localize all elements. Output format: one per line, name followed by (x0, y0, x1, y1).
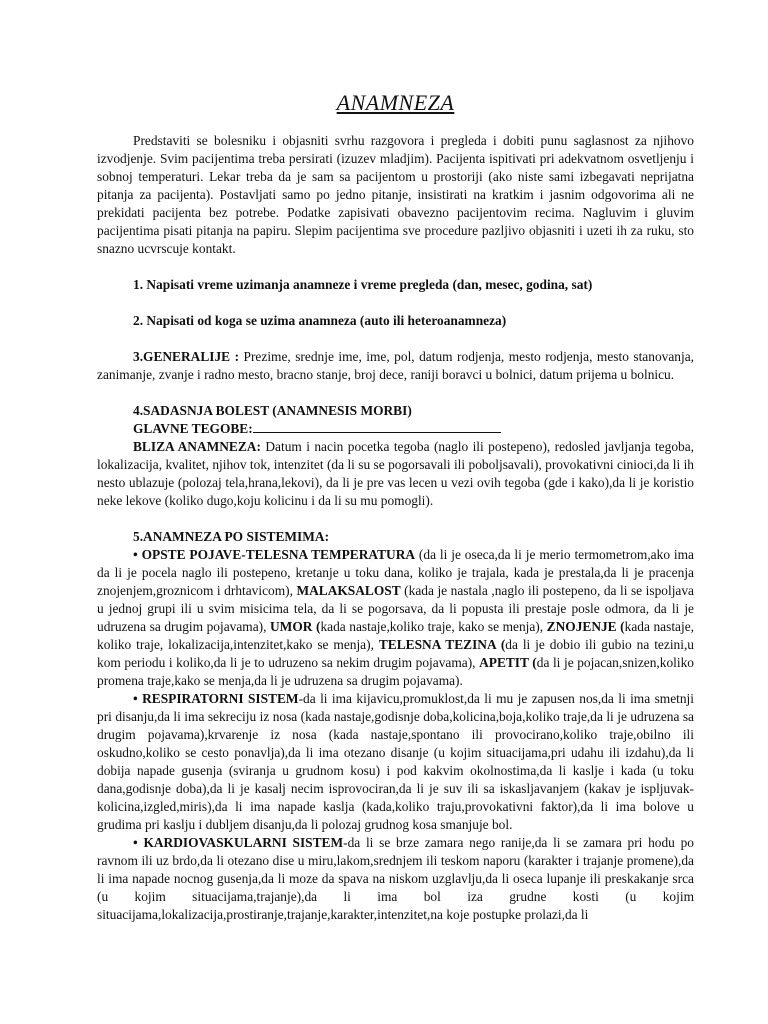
bullet-glyph: • (133, 547, 138, 562)
fill-in-line (253, 420, 501, 433)
document-body (97, 88, 694, 924)
item-1: 1. Napisati vreme uzimanja anamneze i vreme pregleda (dan, mesec, godina, sat) (133, 277, 593, 292)
telesna-tezina-text: da li je dobio ili gubio na tezini,u kom periodu i koliko,da li je to udruzeno sa nekim drugim pojavama), (97, 637, 694, 670)
telesna-tezina-label: TELESNA TEZINA ( (378, 637, 506, 652)
apetit-text: da li je pojacan,snizen,koliko promena traje,kako se menja,da li je udruzena sa drugim pojavama). (97, 655, 694, 688)
bliza-anamneza-label: BLIZA ANAMNEZA: (133, 439, 261, 454)
umor-text: kada nastaje,koliko traje, kako se menja), (320, 619, 547, 634)
kardiovaskularni-label: KARDIOVASKULARNI SISTEM (143, 835, 344, 850)
intro-paragraph: Predstaviti se bolesniku i objasniti svrhu razgovora i pregleda i dobiti punu saglasnost za njihovo izvodjenje. Svim pacijentima treba persirati (izuzev mladjim). Pacijenta ispitivati pri adekvatnom osvetljenju i sobnoj temperaturi. Lekar treba da je sam sa pacijentom u prostoriji (ako niste sami izbegavati neprijatna pitanja za pacijenta). Postavljati samo po jedno pitanje, insistirati na kratkim i jasnim odgovorima ali ne prekidati pacijenta bez potrebe. Podatke zapisivati obavezno pacijentovim recima. Nagluvim i gluvim pacijentima pisati pitanja na papiru. Slepim pacijentima sve procedure pazljivo objasniti i uzeti ih za ruku, sto snazno ucvrscuje kontakt. (97, 133, 694, 256)
malaksalost-text: (kada je nastala ,naglo ili postepeno, da li se ispoljava u jednoj grupi ili u svim misicima tela, da li se pogorsava, da li popusta ili prestaje posle odmora, da li je udruzena sa drugim pojavama), (97, 583, 694, 634)
znojenje-text: kada nastaje, koliko traje, lokalizacija,intenzitet,kako se menja), (97, 619, 695, 652)
kardiovaskularni-text: -da li se brze zamara nego ranije,da li se zamara pri hodu po ravnom ili uz brdo,da li otezano dise u miru,lakom,srednjem ili teskom naporu (karakter i trajanje promene),da li ima napade nocnog gusenja,da li moze da spava na niskom uzglavlju,da li oseca lupanje ili preskakanje srca (u kojim situacijama,trajanje),da li ima bol iza grudne kosti (u kojim situacijama,lokalizacija,prostiranje,trajanje,karakter,intenzitet,na koje postupke prolazi,da li (97, 835, 694, 922)
respiratorni-text: -da li ima kijavicu,promuklost,da li mu je zapusen nos,da li ima smetnji pri disanju,da li ima sekreciju iz nosa (kada nastaje,godisnje doba,kolicina,boja,koliko traje,da li je udruzena sa drugim pojavama),krvarenje iz nosa (kada nastaje,spontano ili provocirano,koliko traje,obilno ili oskudno,koliko se cesto ponavlja),da li ima otezano disanje (u kojim situacijama,pri udahu ili izdahu),da li dobija napade gusenja (sviranja u grudnom kosu) i pod kakvim okolnostima,da li kaslje i kada (u toku dana,godisnje doba),da li je kasalj necim isprovociran,da li je suv ili sa iskasljavanjem (kakav je ispljuvak-kolicina,izgled,miris),da li ima napade kaslja (kada,koliko traju,provokativni faktor),da li ima bolove u grudima pri kaslju i dubljem disanju,da li polozaj grudnog kosa smanjuje bol. (97, 691, 694, 832)
generalije-text: Prezime, srednje ime, ime, pol, datum rodjenja, mesto rodjenja, mesto stanovanja, zanimanje, zvanje i radno mesto, bracno stanje, broj dece, raniji boravci u bolnici, datum prijema u bolnicu. (97, 349, 694, 382)
bullet-glyph: • (133, 691, 138, 706)
sistemi-heading: 5.ANAMNEZA PO SISTEMIMA: (133, 529, 330, 544)
generalije-heading: 3.GENERALIJE : (133, 349, 240, 364)
opste-label: OPSTE POJAVE-TELESNA TEMPERATURA (141, 547, 416, 562)
apetit-label: APETIT ( (479, 655, 537, 670)
glavne-tegobe-line (97, 420, 694, 438)
bliza-anamneza-paragraph (97, 438, 694, 510)
item-3 (97, 348, 694, 384)
document-title: ANAMNEZA (336, 90, 455, 115)
opste-pojave-paragraph (97, 546, 694, 690)
umor-label: UMOR ( (270, 619, 321, 634)
bullet-glyph: • (133, 835, 138, 850)
kardiovaskularni-paragraph (97, 834, 694, 924)
znojenje-label: ZNOJENJE ( (546, 619, 625, 634)
respiratorni-paragraph (97, 690, 694, 834)
glavne-tegobe-label: GLAVNE TEGOBE: (133, 421, 253, 436)
sadasnja-bolest-heading: 4.SADASNJA BOLEST (ANAMNESIS MORBI) (133, 403, 412, 418)
respiratorni-label: RESPIRATORNI SISTEM (142, 691, 299, 706)
bliza-anamneza-text: Datum i nacin pocetka tegoba (naglo ili postepeno), redosled javljanja tegoba, lokalizacija, kvalitet, njihov tok, intenzitet (da li su se pogorsavali ili poboljsavali), provokativni cinioci,da li ih nesto ublazuje (polozaj tela,hrana,lekovi), da li je pre vas lecen u vezi ovih tegoba (gde i kako),da li je koristio neke lekove (koliko dugo,koju kolicinu i da li su mu pomogli). (97, 439, 695, 508)
malaksalost-label: MALAKSALOST (296, 583, 401, 598)
item-2: 2. Napisati od koga se uzima anamneza (auto ili heteroanamneza) (133, 313, 507, 328)
opste-text: (da li je oseca,da li je merio termometrom,ako ima da li je pocela naglo ili postepeno, kretanje u toku dana, koliko je trajala, kada je prestala,da li je pracenja znojenjem,groznicom i drhtavicom), (97, 547, 694, 598)
